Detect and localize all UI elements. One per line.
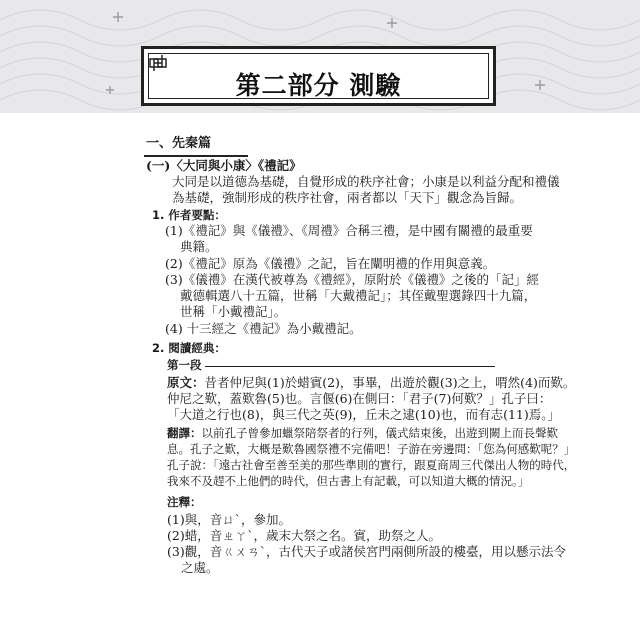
author-heading: 1. 作者要點：: [152, 208, 226, 222]
notes-label: 注釋：: [167, 495, 202, 509]
section-title: 一、先秦篇: [146, 136, 212, 151]
author-point: (2)《禮記》原為《儀禮》之記，旨在闡明禮的作用與意義。: [165, 256, 496, 271]
original-text: 昔者仲尼與(1)於蜡賓(2)，事畢，出遊於觀(3)之上，喟然(4)而歎。: [204, 375, 576, 390]
original-label: 原文：: [167, 375, 205, 390]
translation-line: 息。孔子之歎，大概是歎魯國祭禮不完備吧！子游在旁邊問：「您為何感歎呢？」: [167, 442, 576, 456]
page-title: 第二部分 測驗: [235, 71, 402, 100]
author-point: (4) 十三經之《禮記》為小戴禮記。: [165, 321, 362, 336]
note-item: (3)觀，音ㄍㄨㄢˋ，古代天子或諸侯宮門兩側所設的樓臺，用以懸示法令: [167, 544, 566, 559]
segment-label: 第一段: [167, 358, 202, 372]
note-item: (1)與，音ㄩˋ，參加。: [167, 512, 291, 527]
segment-rule: [205, 366, 495, 367]
author-point-cont: 世稱「小戴禮記」。: [180, 304, 287, 319]
intro-line: 大同是以道德為基礎，自覺形成的秩序社會；小康是以利益分配和禮儀: [172, 174, 560, 189]
original-line: 仲尼之歎，蓋歎魯(5)也。言偃(6)在側曰：「君子(7)何歎？」孔子曰：: [167, 391, 552, 406]
note-item: (2)蜡，音ㄓㄚˋ，歲末大祭之名。賓，助祭之人。: [167, 528, 441, 543]
author-point-cont: 戴德輯選八十五篇，世稱「大戴禮記」；其侄戴聖選錄四十九篇，: [180, 288, 537, 303]
note-item-cont: 之處。: [181, 560, 219, 575]
translation-line: 我來不及趕不上他們的時代，但古書上有記載，可以知道大概的情況。」: [167, 474, 530, 488]
section-title-underline: [144, 155, 248, 157]
author-point: (1)《禮記》與《儀禮》、《周禮》合稱三禮，是中國有關禮的最重要: [165, 223, 533, 238]
subsection-title: (一)〈大同與小康〉《禮記》: [146, 158, 302, 173]
translation-label: 翻譯：: [167, 426, 202, 440]
translation-text: 以前孔子曾參加蠟祭陪祭者的行列，儀式結束後，出遊到闕上而長聲歎: [201, 426, 558, 440]
translation-line: 孔子說：「遠古社會至善至美的那些準則的實行，跟夏商周三代傑出人物的時代，: [167, 458, 576, 472]
reading-heading: 2. 閱讀經典：: [152, 341, 226, 355]
author-point-cont: 典籍。: [180, 239, 218, 254]
translation-line: [167, 425, 558, 441]
intro-line: 為基礎，強制形成的秩序社會，兩者都以「天下」觀念為旨歸。: [172, 190, 523, 205]
original-line: 「大道之行也(8)，與三代之英(9)，丘未之逮(10)也，而有志(11)焉。」: [167, 407, 560, 422]
original-line: [167, 375, 575, 391]
author-point: (3)《儀禮》在漢代被尊為《禮經》，原附於《儀禮》之後的「記」經: [165, 272, 539, 287]
